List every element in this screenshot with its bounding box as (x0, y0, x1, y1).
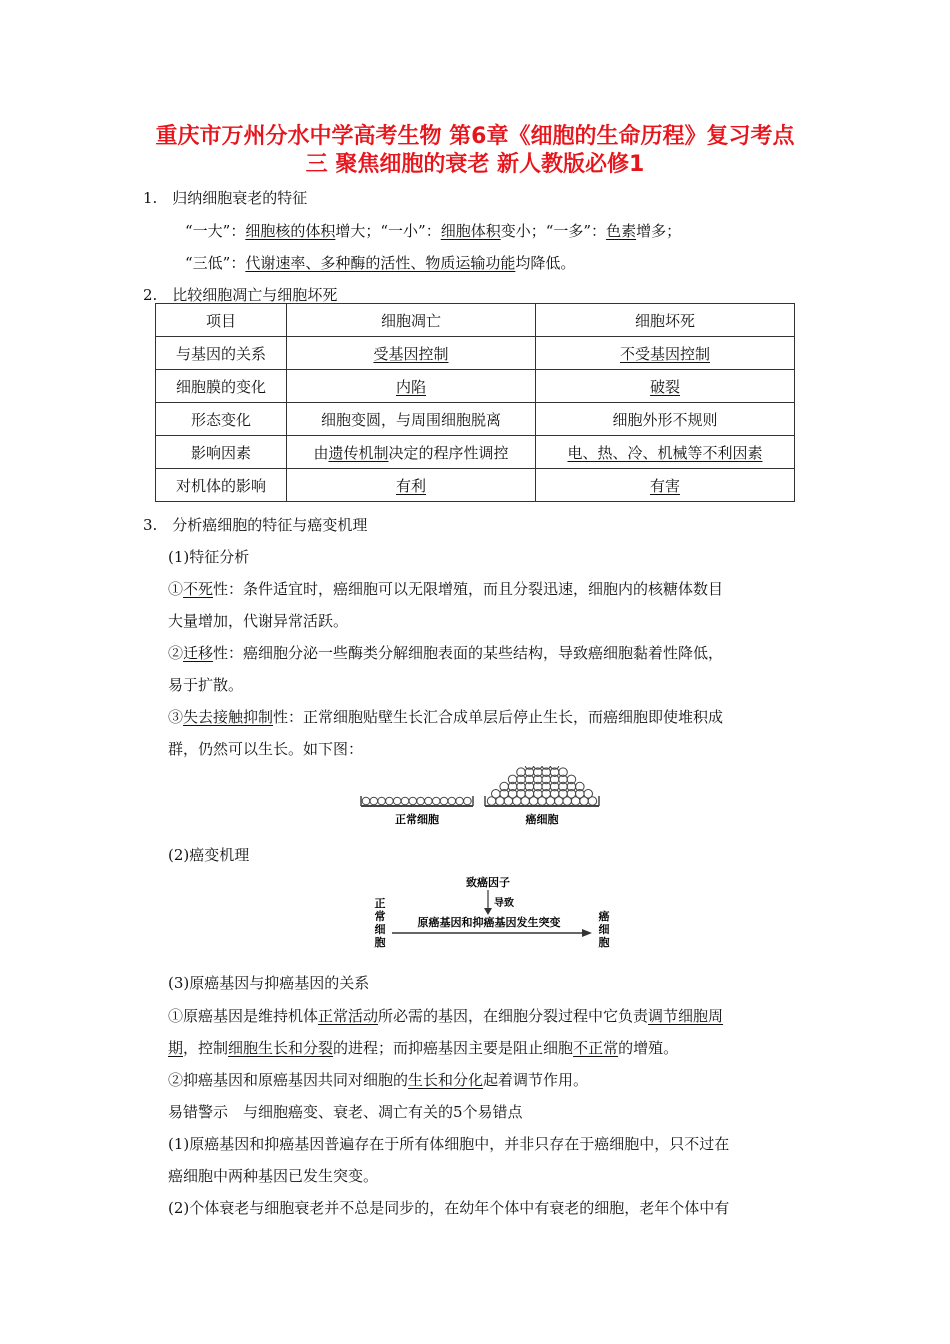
main-arrow-head (582, 929, 592, 937)
table-cell: 细胞外形不规则 (536, 403, 795, 436)
cancer-cell-label-char: 胞 (598, 936, 610, 949)
text: ③ (168, 708, 184, 726)
table-cell: 形态变化 (156, 403, 287, 436)
s3-sub-2: (2)癌变机理 (168, 846, 250, 864)
underlined-text: 有害 (649, 476, 680, 495)
text: ②抑癌基因和原癌基因共同对细胞的 (168, 1071, 409, 1089)
normal-cell-label-char: 胞 (374, 936, 386, 949)
text: ① (168, 580, 184, 598)
cancer-cell-label-char: 癌 (598, 910, 610, 923)
normal-cell-circle (370, 797, 378, 805)
table-row (156, 337, 795, 370)
table-cell (287, 370, 536, 403)
text: 性：条件适宜时，癌细胞可以无限增殖，而且分裂迅速，细胞内的核糖体数目 (213, 580, 724, 598)
section-3-heading: 3. 分析癌细胞的特征与癌变机理 (143, 516, 368, 534)
normal-cell-circle (401, 797, 409, 805)
underlined-text: 代谢速率、多种酶的活性、物质运输功能 (245, 254, 516, 272)
underlined-text: 不正常 (573, 1039, 619, 1057)
warning-1-line-2: 癌细胞中两种基因已发生突变。 (168, 1167, 379, 1185)
table-cell: 与基因的关系 (156, 337, 287, 370)
table-cell: 影响因素 (156, 436, 287, 469)
table-cell: 对机体的影响 (156, 469, 287, 502)
underlined-text: 不受基因控制 (619, 344, 710, 363)
s1-line-1 (185, 221, 681, 241)
underlined-text: 色素 (606, 222, 637, 240)
text: 决定的程序性调控 (388, 443, 509, 462)
normal-cell-circle (378, 797, 386, 805)
table-cell (536, 370, 795, 403)
lead-to-label: 导致 (494, 898, 514, 909)
table-cell (536, 469, 795, 502)
normal-cell-circle (362, 797, 370, 805)
table-cell (536, 337, 795, 370)
table-header-cell: 细胞坏死 (536, 304, 795, 337)
text: 增多； (636, 222, 682, 240)
s3-p3-line-2: 群，仍然可以生长。如下图： (168, 740, 364, 758)
section-2-heading: 2. 比较细胞凋亡与细胞坏死 (143, 286, 338, 304)
table-header-row (156, 304, 795, 337)
table-cell: 细胞膜的变化 (156, 370, 287, 403)
comparison-table (155, 303, 795, 502)
underlined-text: 调节细胞周 (648, 1007, 724, 1025)
warning-1-line-1: (1)原癌基因和抑癌基因普遍存在于所有体细胞中，并非只存在于癌细胞中，只不过在 (168, 1135, 730, 1153)
underlined-text: 迁移 (183, 644, 214, 662)
text: 性：正常细胞贴壁生长汇合成单层后停止生长，而癌细胞即使堆积成 (273, 708, 724, 726)
normal-cell-circle (448, 797, 456, 805)
normal-cell-circle (417, 797, 425, 805)
s3-p2-line-1 (168, 643, 723, 663)
s3-q1-line-1 (168, 1006, 723, 1026)
normal-cell-label-char: 常 (374, 910, 386, 923)
cell-growth-figure (355, 766, 605, 828)
normal-cell-circle (425, 797, 433, 805)
table-cell (536, 436, 795, 469)
underlined-text: 受基因控制 (373, 344, 449, 363)
normal-cell-circle (386, 797, 394, 805)
table-cell (287, 436, 536, 469)
cancer-cells-illustration (485, 766, 599, 806)
s3-p3-line-1 (168, 707, 723, 727)
text: “三低”： (185, 254, 246, 272)
table-row (156, 469, 795, 502)
text: 增大；“一小”： (335, 222, 441, 240)
carcinogen-label: 致癌因子 (466, 876, 510, 889)
table-row (156, 403, 795, 436)
normal-cell-circle (456, 797, 464, 805)
table-header-cell: 项目 (156, 304, 287, 337)
mutation-label: 原癌基因和抑癌基因发生突变 (417, 916, 561, 929)
text: ② (168, 644, 184, 662)
cancer-cell-circle (492, 790, 501, 799)
table-row (156, 370, 795, 403)
title-line-2: 三 聚焦细胞的衰老 新人教版必修1 (305, 152, 645, 177)
carcinogenesis-diagram (370, 873, 615, 963)
down-arrow-head (484, 908, 492, 915)
normal-cell-circle (440, 797, 448, 805)
s3-p1-line-2: 大量增加，代谢异常活跃。 (168, 612, 349, 630)
text: 起着调节作用。 (483, 1071, 589, 1089)
underlined-text: 细胞体积 (440, 222, 501, 240)
cancer-cell-label-char: 细 (598, 923, 610, 936)
s3-p2-line-2: 易于扩散。 (168, 676, 244, 694)
table-cell (287, 469, 536, 502)
s3-p1-line-1 (168, 579, 723, 599)
text: 性：癌细胞分泌一些酶类分解细胞表面的某些结构，导致癌细胞黏着性降低， (213, 644, 724, 662)
text: ①原癌基因是维持机体 (168, 1007, 319, 1025)
text: 变小；“一多”： (500, 222, 607, 240)
table-cell: 细胞变圆，与周围细胞脱离 (287, 403, 536, 436)
underlined-text: 细胞生长和分裂 (228, 1039, 334, 1057)
underlined-text: 生长和分化 (408, 1071, 484, 1089)
title-line-1: 重庆市万州分水中学高考生物 第6章《细胞的生命历程》复习考点 (155, 124, 795, 149)
table-header-cell: 细胞凋亡 (287, 304, 536, 337)
normal-cells-illustration (361, 796, 473, 806)
text: 的增殖。 (618, 1039, 679, 1057)
normal-cells-label: 正常细胞 (395, 813, 439, 826)
text: ，控制 (183, 1039, 229, 1057)
text: “一大”： (185, 222, 246, 240)
underlined-text: 期 (168, 1039, 184, 1057)
text: 的进程；而抑癌基因主要是阻止细胞 (333, 1039, 574, 1057)
underlined-text: 失去接触抑制 (183, 708, 274, 726)
cancer-cells-label: 癌细胞 (525, 813, 559, 826)
s3-q2-line (168, 1070, 588, 1090)
warning-2-line-1: (2)个体衰老与细胞衰老并不总是同步的，在幼年个体中有衰老的细胞，老年个体中有 (168, 1199, 730, 1217)
table-cell (287, 337, 536, 370)
text: 均降低。 (515, 254, 576, 272)
normal-cell-circle (409, 797, 417, 805)
section-1-heading: 1. 归纳细胞衰老的特征 (143, 189, 308, 207)
table-row (156, 436, 795, 469)
s3-sub-1: (1)特征分析 (168, 548, 250, 566)
underlined-text: 内陷 (395, 377, 426, 396)
underlined-text: 破裂 (649, 377, 680, 396)
normal-cell-circle (464, 797, 472, 805)
normal-cell-circle (432, 797, 440, 805)
normal-cell-label-char: 细 (374, 923, 386, 936)
text: 所必需的基因，在细胞分裂过程中它负责 (378, 1007, 649, 1025)
normal-cell-circle (393, 797, 401, 805)
s1-line-2 (185, 253, 575, 273)
underlined-text: 电、热、冷、机械等不利因素 (567, 443, 763, 462)
cancer-cell-circle (584, 790, 593, 799)
normal-cell-label-char: 正 (374, 897, 386, 910)
underlined-text: 正常活动 (318, 1007, 379, 1025)
underlined-text: 有利 (395, 476, 426, 495)
text: 由 (313, 443, 329, 462)
underlined-text: 细胞核的体积 (245, 222, 336, 240)
underlined-text: 不死 (183, 580, 214, 598)
s3-q1-line-2 (168, 1038, 678, 1058)
warning-heading: 易错警示 与细胞癌变、衰老、凋亡有关的5个易错点 (168, 1103, 523, 1121)
s3-sub-3: (3)原癌基因与抑癌基因的关系 (168, 974, 370, 992)
underlined-text: 遗传机制 (328, 443, 389, 462)
